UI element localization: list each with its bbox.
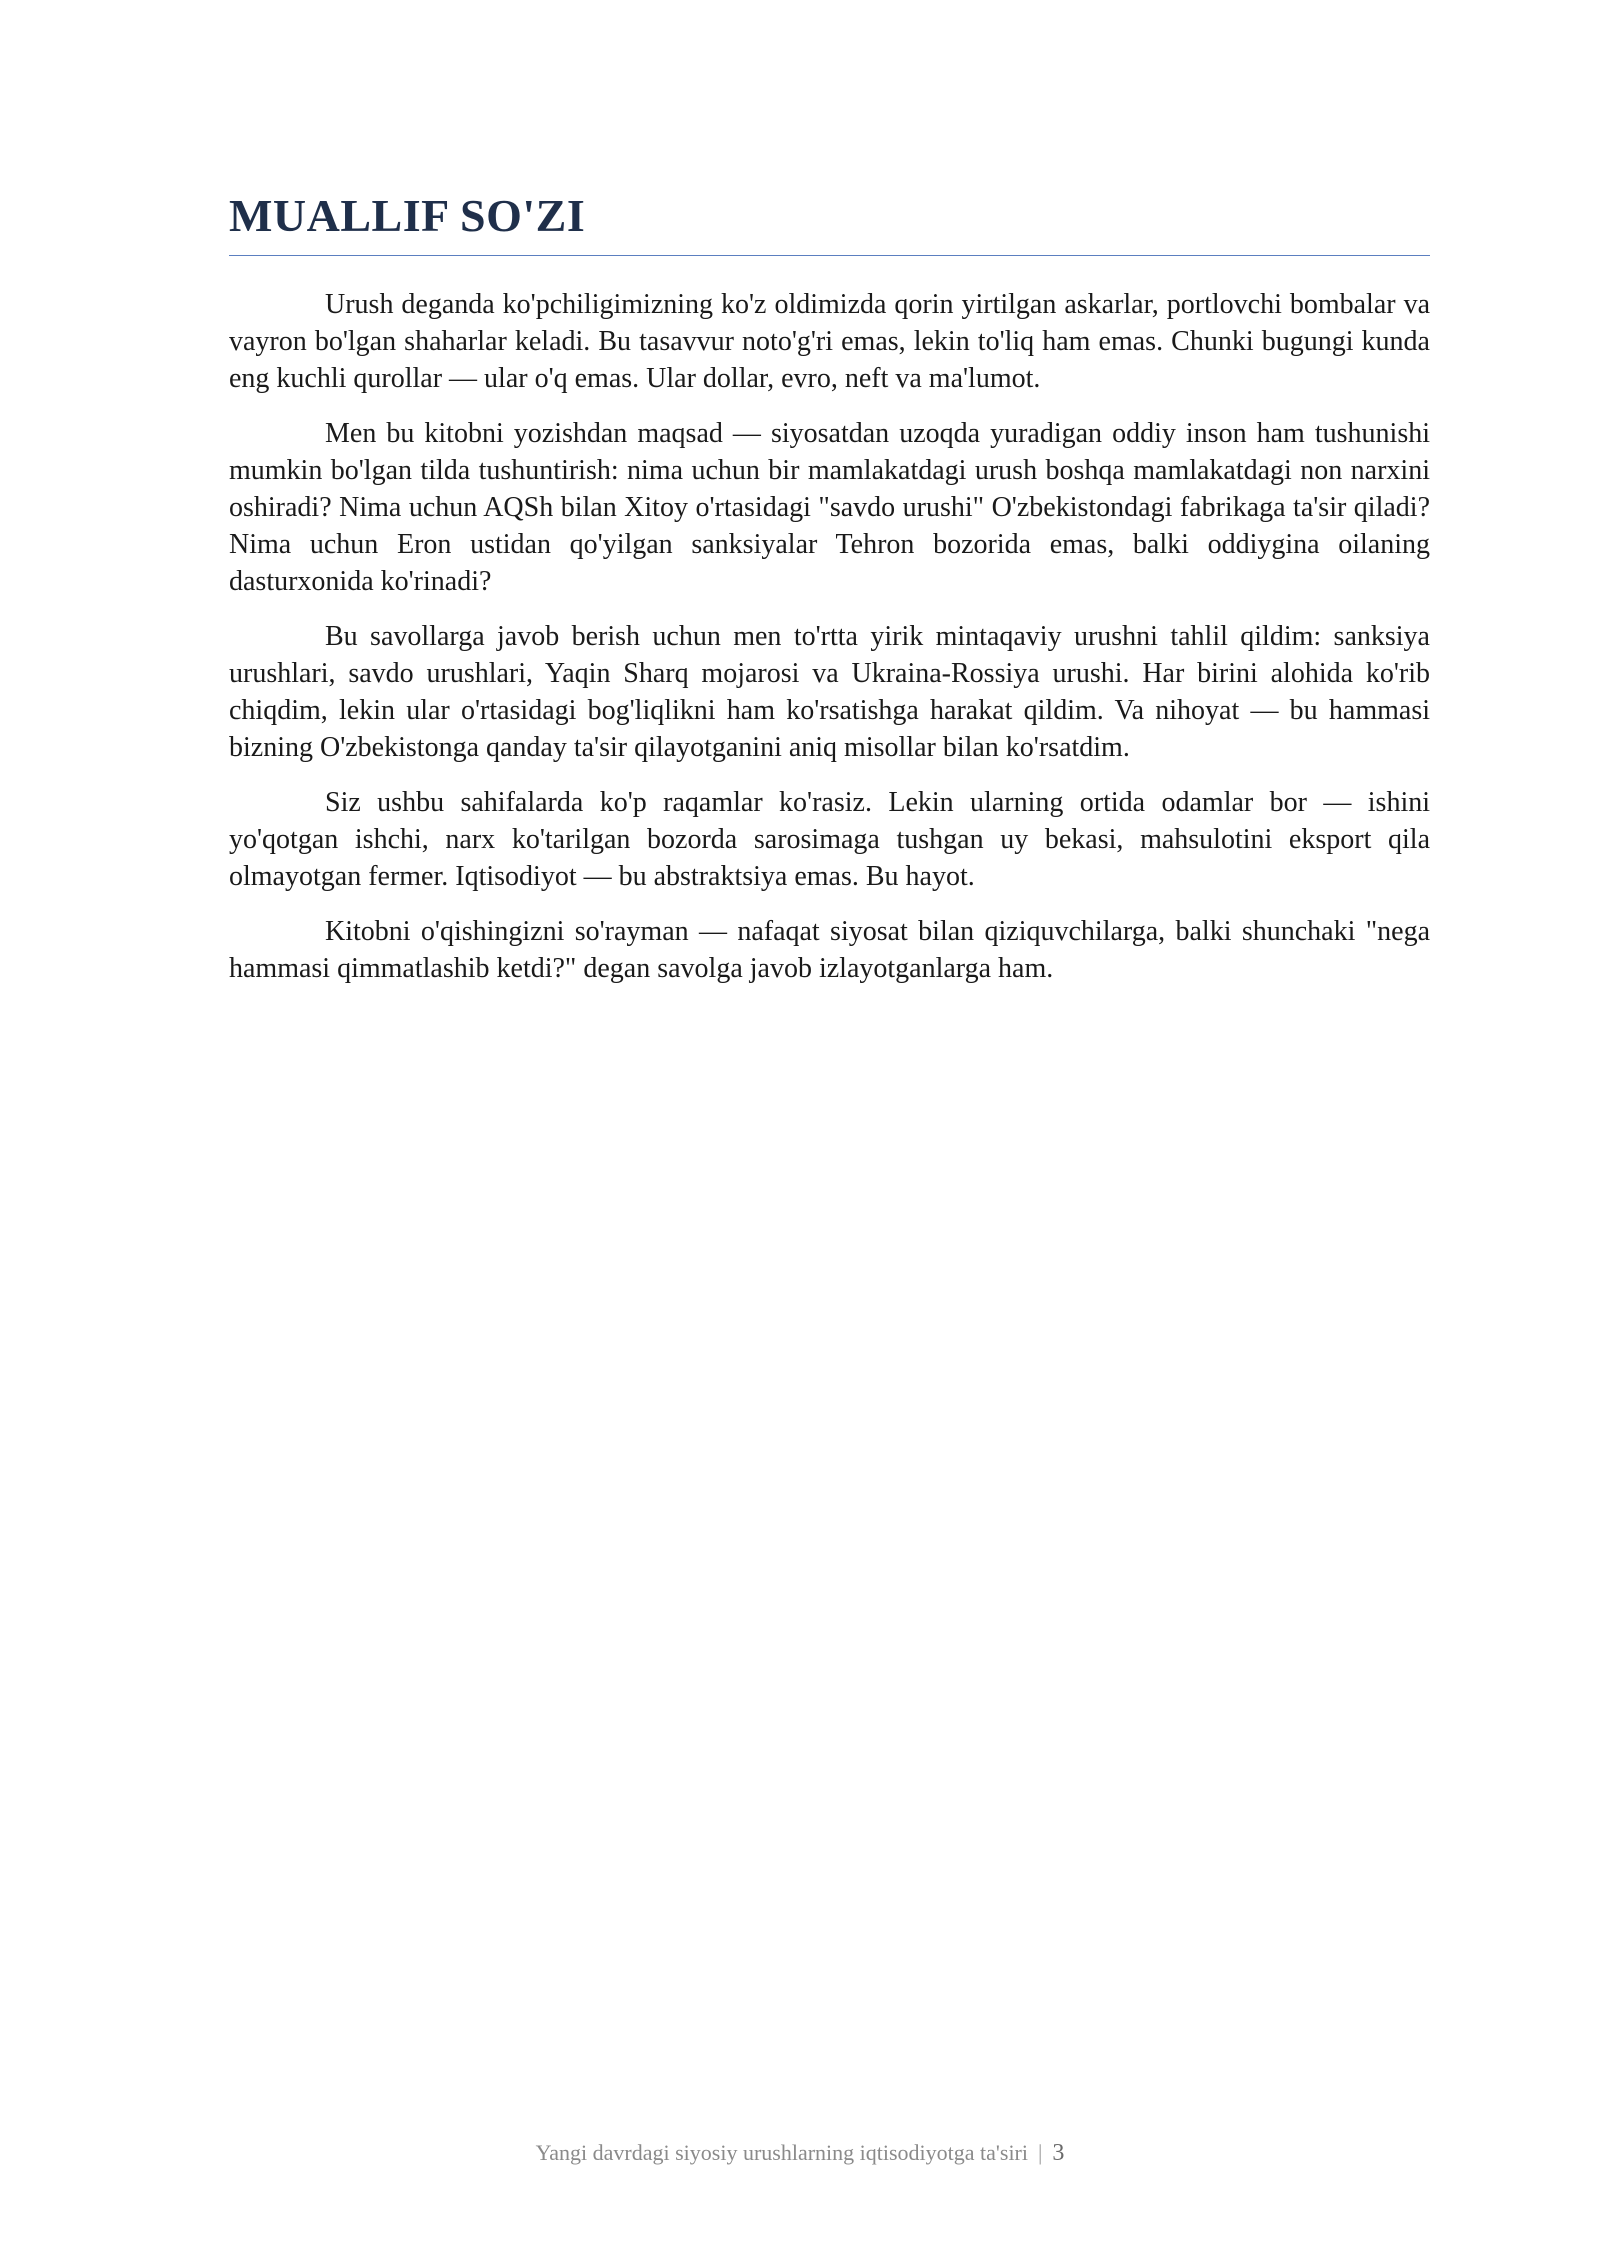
paragraph-4: Siz ushbu sahifalarda ko'p raqamlar ko'rasiz. Lekin ularning ortida odamlar bor — ishini yo'qotgan ishchi, narx ko'tarilgan bozorda sarosimaga tushgan uy bekasi, mahsulotini eksport qila olmayotgan fermer. Iqtisodiyot — bu abstraktsiya emas. Bu hayot. xyxy=(229,786,1430,892)
paragraph-5: Kitobni o'qishingizni so'rayman — nafaqat siyosat bilan qiziquvchilarga, balki shunchaki "nega hammasi qimmatlashib ketdi?" degan savolga javob izlayotganlarga ham. xyxy=(229,915,1430,984)
page-footer xyxy=(0,2140,1600,2167)
paragraph-2: Men bu kitobni yozishdan maqsad — siyosatdan uzoqda yuradigan oddiy inson ham tushunishi mumkin bo'lgan tilda tushuntirish: nima uchun bir mamlakatdagi urush boshqa mamlakatdagi non narxini oshiradi? Nima uchun AQSh bilan Xitoy o'rtasidagi "savdo urushi" O'zbekistondagi fabrikaga ta'sir qiladi? Nima uchun Eron ustidan qo'yilgan sanksiyalar Tehron bozorida emas, balki oddiygina oilaning dasturxonida ko'rinadi? xyxy=(229,417,1430,597)
page-content xyxy=(229,190,1430,1005)
page-number: 3 xyxy=(1052,2140,1065,2166)
footer-separator: | xyxy=(1038,2140,1043,2165)
running-title: Yangi davrdagi siyosiy urushlarning iqtisodiyotga ta'siri xyxy=(535,2140,1028,2165)
page-title: MUALLIF SO'ZI xyxy=(229,190,1430,256)
body-text xyxy=(229,286,1430,987)
paragraph-1: Urush deganda ko'pchiligimizning ko'z oldimizda qorin yirtilgan askarlar, portlovchi bombalar va vayron bo'lgan shaharlar keladi. Bu tasavvur noto'g'ri emas, lekin to'liq ham emas. Chunki bugungi kunda eng kuchli qurollar — ular o'q emas. Ular dollar, evro, neft va ma'lumot. xyxy=(229,288,1430,394)
paragraph-3: Bu savollarga javob berish uchun men to'rtta yirik mintaqaviy urushni tahlil qildim: sanksiya urushlari, savdo urushlari, Yaqin Sharq mojarosi va Ukraina-Rossiya urushi. Har birini alohida ko'rib chiqdim, lekin ular o'rtasidagi bog'liqlikni ham ko'rsatishga harakat qildim. Va nihoyat — bu hammasi bizning O'zbekistonga qanday ta'sir qilayotganini aniq misollar bilan ko'rsatdim. xyxy=(229,620,1430,763)
